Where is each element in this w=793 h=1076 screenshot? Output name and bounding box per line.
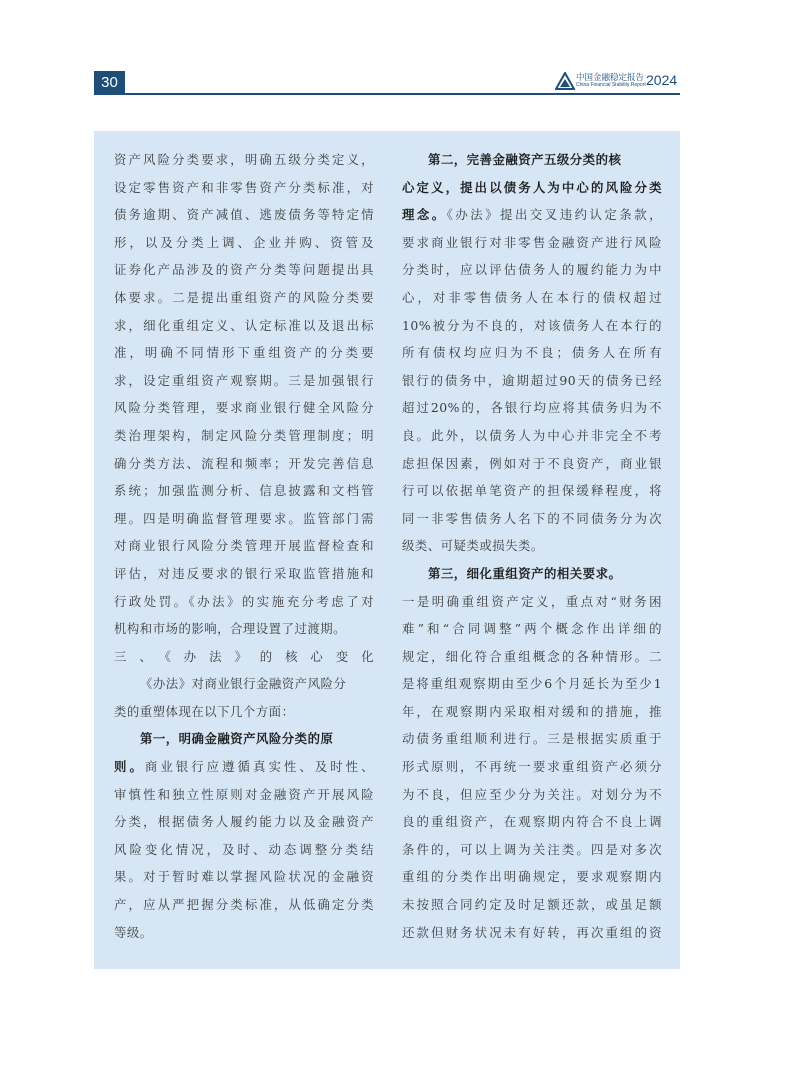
body-text: 类治理架构，制定风险分类管理制度；明 — [114, 427, 374, 443]
body-text: 确分类方法、流程和频率；开发完善信息 — [114, 455, 374, 471]
bold-text: 第二，完善金融资产五级分类的核 — [428, 152, 622, 167]
report-year: 2024 — [646, 72, 678, 88]
body-text: 形式原则，不再统一要求重组资产必须分 — [402, 759, 662, 775]
text-line — [402, 174, 662, 202]
text-line — [114, 174, 374, 202]
text-line — [114, 891, 374, 919]
text-line — [402, 284, 662, 312]
body-text: 资产风险分类要求，明确五级分类定义， — [114, 152, 374, 167]
text-line — [114, 781, 374, 809]
text-line — [114, 146, 374, 174]
text-line — [402, 146, 662, 174]
body-text: 分类时，应以评估债务人的履约能力为中 — [402, 262, 662, 278]
body-text: 风险分类管理，要求商业银行健全风险分 — [114, 400, 374, 416]
text-line — [402, 891, 662, 919]
right-column — [402, 146, 662, 946]
body-text: 机构和市场的影响，合理设置了过渡期。 — [114, 621, 347, 637]
body-text: 年，在观察期内采取相对缓和的措施，推 — [402, 703, 662, 719]
text-line — [114, 450, 374, 478]
body-text: 产，应从严把握分类标准，从低确定分类 — [114, 897, 374, 913]
body-text: 理。四是明确监督管理要求。监管部门需 — [114, 510, 374, 526]
text-line — [114, 919, 374, 947]
body-text: 重组的分类作出明确规定，要求观察期内 — [402, 869, 662, 885]
body-text: 同一非零售债务人名下的不同债务分为次 — [402, 510, 662, 526]
body-text: 银行的债务中，逾期超过90天的债务已经 — [402, 372, 662, 388]
text-line — [114, 588, 374, 616]
body-text: 分类，根据债务人履约能力以及金融资产 — [114, 814, 374, 830]
text-line — [402, 725, 662, 753]
text-line — [114, 256, 374, 284]
text-line — [114, 698, 374, 726]
text-line — [402, 256, 662, 284]
body-text: 体要求。二是提出重组资产的风险分类要 — [114, 289, 374, 305]
text-line — [402, 698, 662, 726]
body-text: 准，明确不同情形下重组资产的分类要 — [114, 345, 374, 361]
body-text: 级类、可疑类或损失类。 — [402, 538, 544, 554]
text-line — [114, 229, 374, 257]
body-text: 10%被分为不良的，对该债务人在本行的 — [402, 317, 662, 333]
bold-text: 第一，明确金融资产风险分类的原 — [140, 731, 334, 747]
body-text: 条件的，可以上调为关注类。四是对多次 — [402, 841, 662, 857]
text-line — [402, 781, 662, 809]
text-line — [114, 725, 374, 753]
text-line — [114, 339, 374, 367]
text-line — [402, 615, 662, 643]
header-rule — [125, 93, 680, 95]
body-text: 超过20%的，各银行均应将其债务归为不 — [402, 400, 662, 416]
text-line — [114, 532, 374, 560]
text-line — [402, 670, 662, 698]
text-line — [114, 284, 374, 312]
text-line — [402, 588, 662, 616]
body-text: 动债务重组顺利进行。三是根据实质重于 — [402, 731, 662, 747]
text-line — [114, 394, 374, 422]
text-line — [114, 753, 374, 781]
text-line — [402, 477, 662, 505]
bold-text: 则。 — [114, 759, 145, 775]
text-line — [114, 422, 374, 450]
body-text: 商业银行应遵循真实性、及时性、 — [144, 759, 375, 775]
body-text: 心，对非零售债务人在本行的债权超过 — [402, 289, 662, 305]
text-line — [114, 670, 374, 698]
text-line — [402, 863, 662, 891]
body-text: 等级。 — [114, 924, 153, 940]
report-title — [576, 72, 646, 89]
body-text: 为不良，但应至少分为关注。对划分为不 — [402, 786, 662, 802]
body-text: 《办法》提出交叉违约认定条款， — [446, 207, 662, 223]
body-text: 形，以及分类上调、企业并购、资管及 — [114, 234, 374, 250]
body-text: 行政处罚。《办法》的实施充分考虑了对 — [114, 593, 374, 609]
body-text: 虑担保因素，例如对于不良资产，商业银 — [402, 455, 662, 471]
body-text: 三、《办法》的核心变化 — [114, 648, 374, 664]
text-line — [402, 919, 662, 947]
text-line — [402, 753, 662, 781]
bank-logo-icon — [555, 72, 575, 90]
text-line — [114, 615, 374, 643]
text-line — [402, 312, 662, 340]
text-line — [402, 394, 662, 422]
text-line — [114, 201, 374, 229]
text-line — [402, 201, 662, 229]
text-line — [402, 505, 662, 533]
body-text: 未按照合同约定及时足额还款，或虽足额 — [402, 897, 662, 913]
body-text: 还款但财务状况未有好转，再次重组的资 — [402, 924, 662, 940]
text-line — [114, 367, 374, 395]
body-text: 行可以依据单笔资产的担保缓释程度，将 — [402, 483, 662, 499]
body-text: 对商业银行风险分类管理开展监督检查和 — [114, 538, 374, 554]
body-text: 是将重组观察期由至少6个月延长为至少1 — [402, 676, 662, 692]
body-text: 求，设定重组资产观察期。三是加强银行 — [114, 372, 374, 388]
text-line — [402, 836, 662, 864]
body-text: 规定，细化符合重组概念的各种情形。二 — [402, 648, 662, 664]
report-title-en: China Financial Stability Report — [576, 82, 646, 88]
report-title-cn: 中国金融稳定报告 — [576, 72, 645, 82]
body-text: 《办法》对商业银行金融资产风险分 — [140, 676, 347, 692]
text-line — [114, 477, 374, 505]
text-line — [114, 836, 374, 864]
left-column — [114, 146, 374, 946]
text-line — [114, 863, 374, 891]
body-text: 风险变化情况，及时、动态调整分类结 — [114, 841, 374, 857]
body-text: 债务逾期、资产减值、逃废债务等特定情 — [114, 207, 374, 223]
text-line — [402, 422, 662, 450]
text-line — [114, 808, 374, 836]
body-text: 类的重塑体现在以下几个方面： — [114, 703, 295, 719]
bold-text: 第三，细化重组资产的相关要求。 — [428, 565, 622, 581]
body-text: 难”和“合同调整”两个概念作出详细的 — [402, 621, 662, 637]
body-text: 设定零售资产和非零售资产分类标准，对 — [114, 179, 374, 195]
text-line — [402, 450, 662, 478]
body-text: 要求商业银行对非零售金融资产进行风险 — [402, 234, 662, 250]
body-text: 审慎性和独立性原则对金融资产开展风险 — [114, 786, 374, 802]
body-text: 良的重组资产，在观察期内符合不良上调 — [402, 814, 662, 830]
body-text: 评估，对违反要求的银行采取监管措施和 — [114, 565, 374, 581]
text-line — [114, 312, 374, 340]
body-text: 证券化产品涉及的资产分类等问题提出具 — [114, 262, 374, 278]
bold-text: 理念。 — [402, 207, 447, 223]
text-line — [402, 808, 662, 836]
body-text: 系统；加强监测分析、信息披露和文档管 — [114, 483, 374, 499]
text-line — [402, 643, 662, 671]
text-line — [114, 560, 374, 588]
text-line — [402, 560, 662, 588]
body-text: 果。对于暂时难以掌握风险状况的金融资 — [114, 869, 374, 885]
text-line — [402, 367, 662, 395]
content-box — [94, 131, 680, 969]
text-line — [402, 532, 662, 560]
text-line — [114, 643, 374, 671]
body-text: 求，细化重组定义、认定标准以及退出标 — [114, 317, 374, 333]
body-text: 一是明确重组资产定义，重点对“财务困 — [402, 593, 662, 609]
bold-text: 心定义，提出以债务人为中心的风险分类 — [402, 179, 662, 195]
page-number: 30 — [94, 71, 125, 95]
text-line — [402, 229, 662, 257]
text-line — [114, 505, 374, 533]
text-line — [402, 339, 662, 367]
body-text: 良。此外，以债务人为中心并非完全不考 — [402, 427, 662, 443]
body-text: 所有债权均应归为不良；债务人在所有 — [402, 345, 662, 361]
